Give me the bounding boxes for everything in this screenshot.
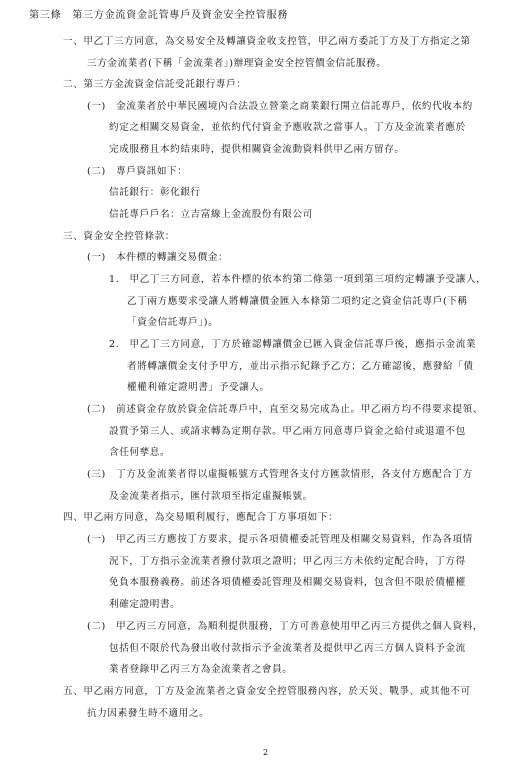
- section-3-para-3-line-2: 及金流業者指示，匯付款項至指定虛擬帳號。: [109, 491, 313, 502]
- section-2-para-1-line-2: 約定之相關交易資金，並依約代付資金予應收款之當事人。丁方及金流業者應於: [109, 122, 466, 133]
- section-3-item-1-line-1: 1. 甲乙丁三方同意，若本件標的依本約第二條第一項到第三項約定轉讓予受讓人，: [109, 274, 487, 285]
- section-3-para-3-line-1: (三) 丁方及金流業者得以虛擬帳號方式管理各支付方匯款情形，各支付方應配合丁方: [87, 469, 473, 480]
- section-2-para-1-line-3: 完成服務且本約結束時，提供相關資金流動資料供甲乙兩方留存。: [109, 144, 405, 155]
- section-3-para-1-heading: (一) 本件標的轉讓交易價金：: [87, 252, 229, 263]
- page-number: 2: [262, 748, 269, 757]
- section-4-para-2-line-2: 包括但不限於代為發出收付款指示予金流業者及提供甲乙丙三方個人資料予金流: [109, 643, 466, 654]
- section-3-heading: 三、資金安全控管條款：: [63, 231, 176, 242]
- section-3-item-2-line-2: 者將轉讓價金支付予甲方，並出示指示紀錄予乙方；乙方確認後，應發給「債: [127, 361, 474, 372]
- trust-account-name: 信託專戶戶名：立吉富線上金流股份有限公司: [109, 209, 313, 220]
- section-4-para-1-line-1: (一) 甲乙丙三方應按丁方要求，提示各項債權委託管理及相關交易資料，作為各項情: [87, 534, 473, 545]
- section-3-item-1-line-2: 乙丁兩方應要求受讓人將轉讓價金匯入本條第二項約定之資金信託專戶(下稱: [127, 296, 468, 307]
- section-2-para-1-line-1: (一) 金流業者於中華民國境內合法設立營業之商業銀行開立信託專戶，依約代收本約: [87, 101, 473, 112]
- section-3-para-2-line-1: (二) 前述資金存放於資金信託專戶中，直至交易完成為止。甲乙兩方均不得要求提領、: [87, 404, 484, 415]
- section-2-para-2-heading: (二) 專戶資訊如下：: [87, 166, 188, 177]
- section-3-item-2-line-1: 2. 甲乙丁三方同意，丁方於確認轉讓價金已匯入資金信託專戶後，應指示金流業: [109, 339, 477, 350]
- section-4-para-2-line-1: (二) 甲乙丙三方同意，為順利提供服務，丁方可善意使用甲乙丙三方提供之個人資料，: [87, 621, 484, 632]
- section-1-line-2: 三方金流業者(下稱「金流業者」)辦理資金安全控管價金信託服務。: [87, 58, 387, 69]
- trust-bank: 信託銀行：彰化銀行: [109, 187, 201, 198]
- section-3-para-2-line-3: 含任何孳息。: [109, 447, 171, 458]
- section-1-line-1: 一、甲乙丁三方同意，為交易安全及轉讓資金收支控管，甲乙兩方委託丁方及丁方指定之第: [63, 36, 471, 47]
- article-title: 第三條 第三方金流資金託管專戶及資金安全控管服務: [29, 10, 289, 21]
- section-3-item-1-line-3: 「資金信託專戶」)。: [127, 317, 219, 328]
- section-4-para-1-line-2: 況下，丁方指示金流業者撥付款項之證明；甲乙丙三方未依約定配合時，丁方得: [109, 556, 466, 567]
- section-3-item-2-line-3: 權權利確定證明書」予受讓人。: [127, 382, 270, 393]
- section-3-para-2-line-2: 設質予第三人、或請求轉為定期存款。甲乙兩方同意專戶資金之給付或退還不包: [109, 426, 466, 437]
- section-4-para-1-line-3: 免負本服務義務。前述各項債權委託管理及相關交易資料，包含但不限於債權權: [109, 577, 466, 588]
- section-2-heading: 二、第三方金流資金信託受託銀行專戶：: [63, 79, 247, 90]
- section-4-para-2-line-3: 業者登錄甲乙丙三方為金流業者之會員。: [109, 664, 293, 675]
- section-5-line-1: 五、甲乙兩方同意，丁方及金流業者之資金安全控管服務內容，於天災、戰爭、或其他不可: [63, 686, 471, 697]
- section-4-para-1-line-4: 利確定證明書。: [109, 599, 181, 610]
- section-4-heading: 四、甲乙兩方同意，為交易順利履行，應配合丁方事項如下：: [63, 512, 339, 523]
- section-5-line-2: 抗力因素發生時不適用之。: [87, 708, 210, 719]
